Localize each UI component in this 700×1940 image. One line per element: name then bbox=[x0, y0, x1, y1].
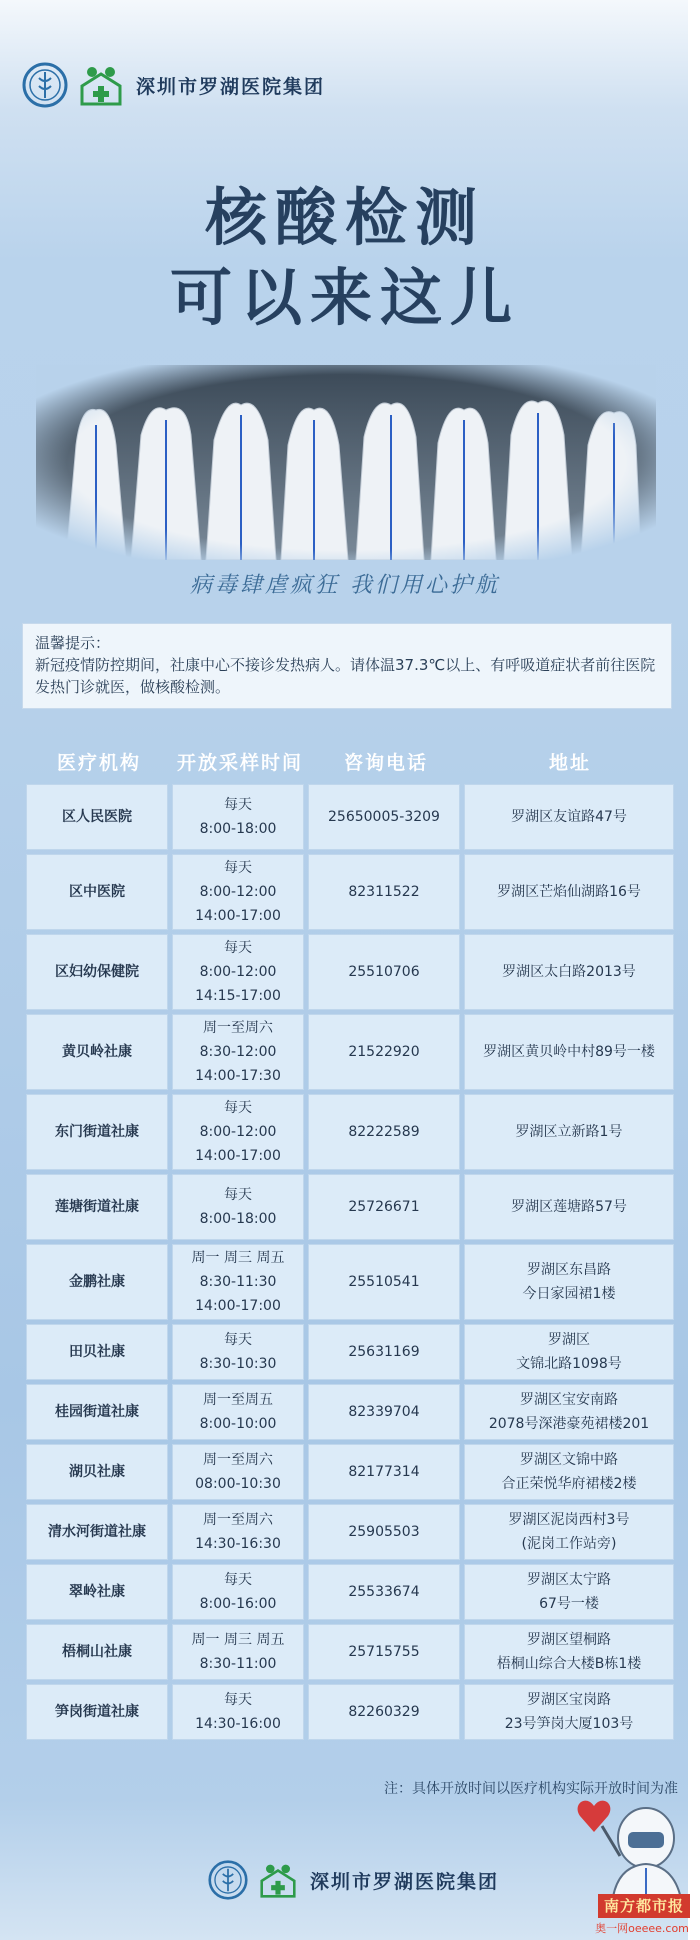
address-line: 罗湖区宝安南路 bbox=[520, 1392, 618, 1408]
hours-line: 8:00-18:00 bbox=[199, 821, 277, 837]
address-line: 罗湖区立新路1号 bbox=[515, 1124, 623, 1140]
institution-cell bbox=[26, 1384, 168, 1440]
hours-cell bbox=[172, 784, 304, 850]
hours-cell bbox=[172, 1624, 304, 1680]
table-row bbox=[26, 1444, 676, 1500]
address-cell bbox=[464, 1624, 674, 1680]
institution-name: 区人民医院 bbox=[62, 809, 132, 825]
hours-line: 14:00-17:00 bbox=[195, 1298, 281, 1314]
address-line: 梧桐山综合大楼B栋1楼 bbox=[496, 1656, 642, 1672]
hours-line: 每天 bbox=[224, 1100, 252, 1116]
photo-caption: 病毒肆虐疯狂 我们用心护航 bbox=[190, 573, 500, 598]
footer bbox=[208, 1855, 499, 1905]
address-cell bbox=[464, 1174, 674, 1240]
institution-name: 田贝社康 bbox=[69, 1344, 125, 1360]
table-row bbox=[26, 1384, 676, 1440]
address-cell bbox=[464, 1094, 674, 1170]
hours-line: 每天 bbox=[224, 1187, 252, 1203]
address-line: 罗湖区望桐路 bbox=[527, 1632, 611, 1648]
header-hours: 开放采样时间 bbox=[176, 751, 303, 774]
hours-line: 周一至周六 bbox=[203, 1512, 273, 1528]
hours-line: 每天 bbox=[224, 860, 252, 876]
hospital-emblem-icon bbox=[208, 1860, 248, 1900]
institution-cell bbox=[26, 1444, 168, 1500]
hours-line: 14:00-17:00 bbox=[195, 908, 281, 924]
institution-name: 笋岗街道社康 bbox=[55, 1704, 139, 1720]
table-row bbox=[26, 784, 676, 850]
institution-name: 翠岭社康 bbox=[69, 1584, 125, 1600]
phone-number: 25650005-3209 bbox=[328, 809, 440, 825]
phone-number: 82311522 bbox=[348, 884, 420, 900]
table-header bbox=[26, 740, 676, 782]
address-line: 文锦北路1098号 bbox=[516, 1356, 622, 1372]
phone-number: 82177314 bbox=[348, 1464, 420, 1480]
address-line: 今日家园裙1楼 bbox=[522, 1286, 616, 1302]
hours-line: 8:00-12:00 bbox=[199, 964, 277, 980]
notice-box bbox=[22, 623, 672, 709]
address-line: 罗湖区泥岗西村3号 bbox=[508, 1512, 630, 1528]
institution-name: 区妇幼保健院 bbox=[55, 964, 139, 980]
phone-cell bbox=[308, 1684, 460, 1740]
notice-body: 新冠疫情防控期间，社康中心不接诊发热病人。请体温37.3℃以上、有呼吸道症状者前往医院发热门诊就医，做核酸检测。 bbox=[35, 656, 656, 696]
address-line: 罗湖区黄贝岭中村89号一楼 bbox=[483, 1044, 655, 1060]
phone-number: 25715755 bbox=[348, 1644, 420, 1660]
address-cell bbox=[464, 1684, 674, 1740]
header-institution: 医疗机构 bbox=[56, 751, 141, 774]
phone-number: 21522920 bbox=[348, 1044, 420, 1060]
newspaper-site: 奥一网oeeee.com bbox=[595, 1922, 689, 1935]
phone-number: 25905503 bbox=[348, 1524, 420, 1540]
address-line: 罗湖区太白路2013号 bbox=[502, 964, 636, 980]
hours-line: 8:00-10:00 bbox=[199, 1416, 277, 1432]
phone-number: 25533674 bbox=[348, 1584, 420, 1600]
hours-line: 周一至周五 bbox=[203, 1392, 273, 1408]
institution-cell bbox=[26, 1324, 168, 1380]
hours-line: 14:00-17:30 bbox=[195, 1068, 281, 1084]
table-row bbox=[26, 1504, 676, 1560]
address-line: 23号笋岗大厦103号 bbox=[504, 1716, 634, 1732]
institution-cell bbox=[26, 1684, 168, 1740]
address-line: 罗湖区太宁路 bbox=[527, 1572, 611, 1588]
table-row bbox=[26, 1324, 676, 1380]
institution-name: 黄贝岭社康 bbox=[62, 1044, 132, 1060]
hours-line: 每天 bbox=[224, 1572, 252, 1588]
group-logo-icon bbox=[258, 1862, 298, 1898]
address-line: 罗湖区芒焰仙湖路16号 bbox=[497, 884, 641, 900]
hours-line: 周一 周三 周五 bbox=[191, 1250, 285, 1266]
hours-line: 08:00-10:30 bbox=[195, 1476, 281, 1492]
phone-cell bbox=[308, 854, 460, 930]
institution-name: 东门街道社康 bbox=[55, 1124, 139, 1140]
hours-line: 14:15-17:00 bbox=[195, 988, 281, 1004]
newspaper-badge: 南方都市报 bbox=[598, 1894, 690, 1918]
phone-cell bbox=[308, 1094, 460, 1170]
institution-name: 莲塘街道社康 bbox=[55, 1199, 139, 1215]
address-cell bbox=[464, 1564, 674, 1620]
hours-line: 14:30-16:30 bbox=[195, 1536, 281, 1552]
hours-line: 周一至周六 bbox=[203, 1452, 273, 1468]
address-line: 罗湖区宝岗路 bbox=[527, 1692, 611, 1708]
address-cell bbox=[464, 1324, 674, 1380]
table-row bbox=[26, 1564, 676, 1620]
institution-cell bbox=[26, 784, 168, 850]
footer-org-name: 深圳市罗湖医院集团 bbox=[310, 1870, 500, 1893]
hours-line: 每天 bbox=[224, 940, 252, 956]
address-cell bbox=[464, 1444, 674, 1500]
table-row bbox=[26, 854, 676, 930]
table-row bbox=[26, 1624, 676, 1680]
address-cell bbox=[464, 854, 674, 930]
medical-staff-photo bbox=[36, 365, 656, 560]
hospital-emblem-icon bbox=[22, 62, 68, 108]
table-row bbox=[26, 1244, 676, 1320]
hours-cell bbox=[172, 1504, 304, 1560]
phone-number: 82260329 bbox=[348, 1704, 420, 1720]
institution-name: 区中医院 bbox=[69, 884, 125, 900]
phone-cell bbox=[308, 1624, 460, 1680]
phone-number: 25631169 bbox=[348, 1344, 420, 1360]
phone-number: 25726671 bbox=[348, 1199, 420, 1215]
phone-number: 25510541 bbox=[348, 1274, 420, 1290]
hours-line: 8:30-11:00 bbox=[199, 1656, 277, 1672]
header-address: 地址 bbox=[548, 751, 591, 774]
hours-line: 8:00-16:00 bbox=[199, 1596, 277, 1612]
table-row bbox=[26, 1014, 676, 1090]
phone-number: 82222589 bbox=[348, 1124, 420, 1140]
hours-line: 8:00-12:00 bbox=[199, 1124, 277, 1140]
hours-cell bbox=[172, 1244, 304, 1320]
hours-line: 每天 bbox=[224, 1692, 252, 1708]
hours-line: 8:30-12:00 bbox=[199, 1044, 277, 1060]
phone-cell bbox=[308, 934, 460, 1010]
group-logo-icon bbox=[78, 64, 124, 106]
institution-cell bbox=[26, 1504, 168, 1560]
hours-line: 8:30-10:30 bbox=[199, 1356, 277, 1372]
table-row bbox=[26, 1684, 676, 1740]
hours-cell bbox=[172, 934, 304, 1010]
header bbox=[22, 60, 325, 110]
phone-cell bbox=[308, 1384, 460, 1440]
institution-cell bbox=[26, 854, 168, 930]
institution-cell bbox=[26, 1244, 168, 1320]
address-line: 罗湖区友谊路47号 bbox=[511, 809, 627, 825]
institution-cell bbox=[26, 1564, 168, 1620]
institution-cell bbox=[26, 1624, 168, 1680]
address-cell bbox=[464, 784, 674, 850]
phone-cell bbox=[308, 1564, 460, 1620]
hours-cell bbox=[172, 1324, 304, 1380]
hours-line: 每天 bbox=[224, 797, 252, 813]
hours-cell bbox=[172, 1684, 304, 1740]
address-line: 罗湖区东昌路 bbox=[527, 1262, 611, 1278]
phone-cell bbox=[308, 1324, 460, 1380]
page-title-line-1: 核酸检测 bbox=[204, 181, 485, 254]
institution-cell bbox=[26, 934, 168, 1010]
institution-cell bbox=[26, 1014, 168, 1090]
hours-line: 8:00-18:00 bbox=[199, 1211, 277, 1227]
notice-title: 温馨提示： bbox=[35, 634, 111, 652]
address-cell bbox=[464, 1244, 674, 1320]
hours-line: 周一 周三 周五 bbox=[191, 1632, 285, 1648]
header-phone: 咨询电话 bbox=[343, 751, 428, 774]
institution-name: 桂园街道社康 bbox=[55, 1404, 139, 1420]
phone-cell bbox=[308, 1444, 460, 1500]
institution-name: 湖贝社康 bbox=[69, 1464, 125, 1480]
institution-name: 金鹏社康 bbox=[69, 1274, 125, 1290]
address-cell bbox=[464, 934, 674, 1010]
address-cell bbox=[464, 1504, 674, 1560]
hours-cell bbox=[172, 1094, 304, 1170]
hours-line: 周一至周六 bbox=[203, 1020, 273, 1036]
footnote: 注：具体开放时间以医疗机构实际开放时间为准 bbox=[384, 1781, 678, 1797]
address-line: 2078号深港豪苑裙楼201 bbox=[488, 1416, 650, 1432]
table-row bbox=[26, 934, 676, 1010]
phone-cell bbox=[308, 1014, 460, 1090]
phone-cell bbox=[308, 784, 460, 850]
hours-cell bbox=[172, 854, 304, 930]
institution-name: 梧桐山社康 bbox=[62, 1644, 132, 1660]
table-row bbox=[26, 1174, 676, 1240]
nurse-mascot-icon bbox=[572, 1786, 688, 1904]
hours-line: 8:30-11:30 bbox=[199, 1274, 277, 1290]
phone-number: 25510706 bbox=[348, 964, 420, 980]
address-line: 罗湖区莲塘路57号 bbox=[511, 1199, 627, 1215]
phone-number: 82339704 bbox=[348, 1404, 420, 1420]
address-cell bbox=[464, 1014, 674, 1090]
institution-name: 清水河街道社康 bbox=[48, 1524, 146, 1540]
hours-line: 14:00-17:00 bbox=[195, 1148, 281, 1164]
table-row bbox=[26, 1094, 676, 1170]
hours-line: 14:30-16:00 bbox=[195, 1716, 281, 1732]
address-line: 罗湖区 bbox=[548, 1332, 590, 1348]
org-name: 深圳市罗湖医院集团 bbox=[136, 75, 326, 98]
institution-cell bbox=[26, 1174, 168, 1240]
address-line: 罗湖区文锦中路 bbox=[520, 1452, 618, 1468]
phone-cell bbox=[308, 1504, 460, 1560]
institution-cell bbox=[26, 1094, 168, 1170]
phone-cell bbox=[308, 1174, 460, 1240]
hours-cell bbox=[172, 1564, 304, 1620]
address-line: (泥岗工作站旁) bbox=[521, 1536, 617, 1552]
page-title-line-2: 可以来这儿 bbox=[169, 261, 520, 334]
hours-line: 每天 bbox=[224, 1332, 252, 1348]
phone-cell bbox=[308, 1244, 460, 1320]
hours-cell bbox=[172, 1384, 304, 1440]
hours-line: 8:00-12:00 bbox=[199, 884, 277, 900]
hours-cell bbox=[172, 1014, 304, 1090]
address-line: 67号一楼 bbox=[539, 1596, 599, 1612]
address-cell bbox=[464, 1384, 674, 1440]
hours-cell bbox=[172, 1444, 304, 1500]
hours-cell bbox=[172, 1174, 304, 1240]
address-line: 合正荣悦华府裙楼2楼 bbox=[501, 1476, 637, 1492]
